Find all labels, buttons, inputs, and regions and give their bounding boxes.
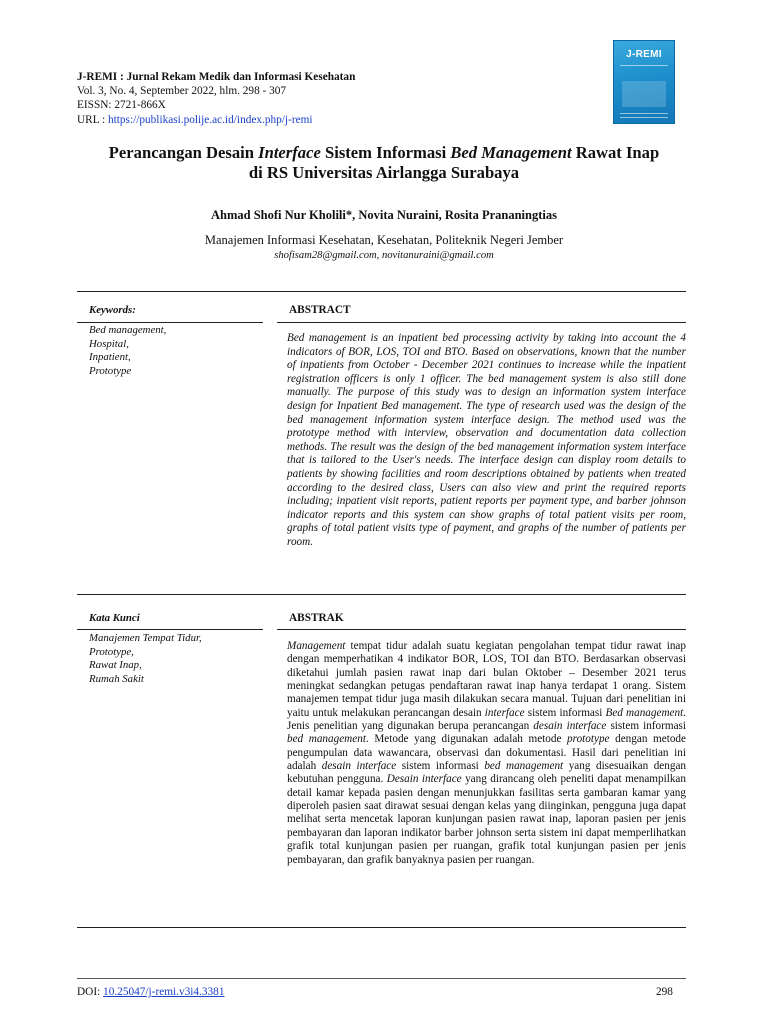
volume-line: Vol. 3, No. 4, September 2022, hlm. 298 - 307	[77, 85, 287, 98]
abstract-text: Bed management is an inpatient bed processing activity by taking into account the 4 indicators of BOR, LOS, TOI and BTO. Based on observations, known that the number of inpatients from October - December 2021 continues to increase while the inpatient registration officers is only 1 officer. The bed management system is also still done manually. The purpose of this study was to design an information system interface design for Inpatient Bed management. The type of research used was the design of the bed management information system interface design. The method used was the prototype method with interview, observation and documentation data collection methods. The result was the design of the bed management information system interface that is tailored to the User's needs. The interface design can display room details to patients by showing facilities and room descriptions obtained by patients when treated according to the desired class, Users can also view and print the required reports including; inpatient visit reports, patient reports per payment type, and barber johnson indicator reports and this system can show graphs of total patient visits per room, graphs of total patient visits type of payment, and graphs of the number of patients per room.	[287, 332, 686, 548]
abstrak-italic-segment: interface	[484, 706, 525, 719]
section-rule	[77, 927, 686, 928]
keyword-item: Rawat Inap,	[89, 659, 142, 672]
journal-name: J-REMI : Jurnal Rekam Medik dan Informasi Kesehatan	[77, 71, 356, 83]
abstrak-italic-segment: desain interface	[321, 760, 397, 773]
section-rule	[77, 594, 686, 595]
affiliation: Manajemen Informasi Kesehatan, Kesehatan, Politeknik Negeri Jember	[204, 233, 564, 247]
journal-url-link[interactable]: https://publikasi.polije.ac.id/index.php/j-remi	[107, 113, 313, 126]
cover-graphic	[622, 81, 666, 107]
keyword-item: Hospital,	[89, 337, 129, 350]
keywords-heading: Keywords:	[89, 304, 136, 316]
keyword-item: Rumah Sakit	[89, 672, 144, 685]
article-title	[60, 143, 708, 183]
keyword-item: Prototype	[89, 364, 132, 377]
title-text: Rawat Inap	[571, 143, 660, 162]
abstrak-text	[287, 640, 686, 867]
keyword-item: Manajemen Tempat Tidur,	[89, 632, 202, 644]
abstrak-segment: sistem informasi	[606, 720, 686, 733]
abstrak-segment: sistem informasi	[396, 760, 485, 773]
abstrak-italic-segment: bed management	[287, 733, 366, 746]
cover-title: J-REMI	[626, 49, 662, 60]
title-text: Sistem Informasi	[320, 143, 451, 162]
abstrak-segment: yang dirancang oleh peneliti dapat menampilkan detail kamar kepada pasien dengan menunjukkan fasilitas serta gambaran kamar yang diperoleh pasien saat dirawat sesuai dengan kelas yang diinginkan, pengguna juga dapat melihat serta mencetak laporan kunjungan pasien rawat inap, laporan pasien per jenis pembayaran dan laporan indikator barber johnson serta sistem ini dapat memperlihatkan grafik total kunjungan pasien per ruangan, grafik total kunjungan pasien per jenis pembayaran, dan grafik banyaknya pasien per ruangan.	[287, 773, 686, 866]
abstrak-italic-segment: prototype	[567, 733, 610, 746]
abstract-rule	[277, 322, 686, 323]
journal-header	[77, 70, 355, 127]
title-italic-text: Interface	[258, 143, 321, 162]
author-emails: shofisam28@gmail.com, novitanuraini@gmail.com	[274, 250, 494, 261]
kata-kunci-list	[89, 632, 202, 686]
abstrak-italic-segment: desain interface	[533, 720, 607, 733]
eissn-line: EISSN: 2721-866X	[77, 99, 166, 112]
url-line	[77, 113, 355, 127]
abstrak-italic-segment: Desain interface	[386, 773, 462, 786]
url-label: URL :	[77, 113, 108, 126]
abstrak-segment: sistem informasi	[524, 706, 606, 719]
keywords-rule	[77, 322, 263, 323]
abstrak-segment: tempat tidur adalah suatu kegiatan pengolahan tempat tidur rawat inap dengan memperhatikan 4 indikator BOR, LOS, TOI dan BTO. Berdasarkan observasi diketahui jumlah pasien rawat inap dari bulan Oktober – Desember 2021 terus meningkat sedangkan petugas pendaftaran rawat inap hanya terdapat 1 orang. Sistem manajemen tempat tidur juga masih dilakukan secara manual. Tujuan dari penelitian ini yaitu untuk melakukan perancangan desain	[287, 640, 686, 719]
keywords-rule	[77, 629, 263, 630]
abstrak-italic-segment: Management	[287, 640, 346, 652]
title-line-1	[60, 143, 708, 163]
kata-kunci-heading: Kata Kunci	[89, 612, 140, 624]
keywords-list	[89, 324, 166, 378]
title-text: Perancangan Desain	[108, 143, 259, 162]
footer-rule	[77, 978, 686, 979]
page-number: 298	[656, 986, 673, 998]
footer-doi	[77, 986, 224, 998]
section-rule	[77, 291, 686, 292]
abstrak-italic-segment: Bed management.	[605, 706, 686, 719]
keyword-item: Bed management,	[89, 324, 167, 336]
cover-divider	[620, 117, 668, 118]
abstrak-italic-segment: bed management	[484, 760, 564, 773]
abstrak-segment: yang disesuaikan dengan kebutuhan pengguna.	[287, 760, 687, 786]
cover-divider	[620, 65, 668, 66]
keyword-item: Inpatient,	[89, 351, 131, 364]
abstrak-segment: . Metode yang digunakan adalah metode	[365, 733, 568, 746]
authors: Ahmad Shofi Nur Kholili*, Novita Nuraini, Rosita Prananingtias	[210, 208, 557, 222]
abstract-rule	[277, 629, 686, 630]
cover-divider	[620, 113, 668, 114]
doi-label: DOI:	[77, 986, 104, 998]
abstract-heading: ABSTRACT	[289, 304, 351, 316]
title-italic-text: Bed Management	[450, 143, 572, 162]
journal-cover-image	[613, 40, 675, 124]
doi-link[interactable]: 10.25047/j-remi.v3i4.3381	[103, 986, 225, 998]
title-line-2: di RS Universitas Airlangga Surabaya	[248, 163, 520, 182]
abstrak-heading: ABSTRAK	[289, 612, 344, 624]
abstrak-segment: dengan metode pengumpulan data wawancara, observasi dan dokumentasi. Hasil dari penelitian ini adalah	[287, 733, 686, 773]
keyword-item: Prototype,	[89, 645, 134, 658]
abstrak-segment: Jenis penelitian yang digunakan berupa perancangan	[287, 720, 534, 733]
